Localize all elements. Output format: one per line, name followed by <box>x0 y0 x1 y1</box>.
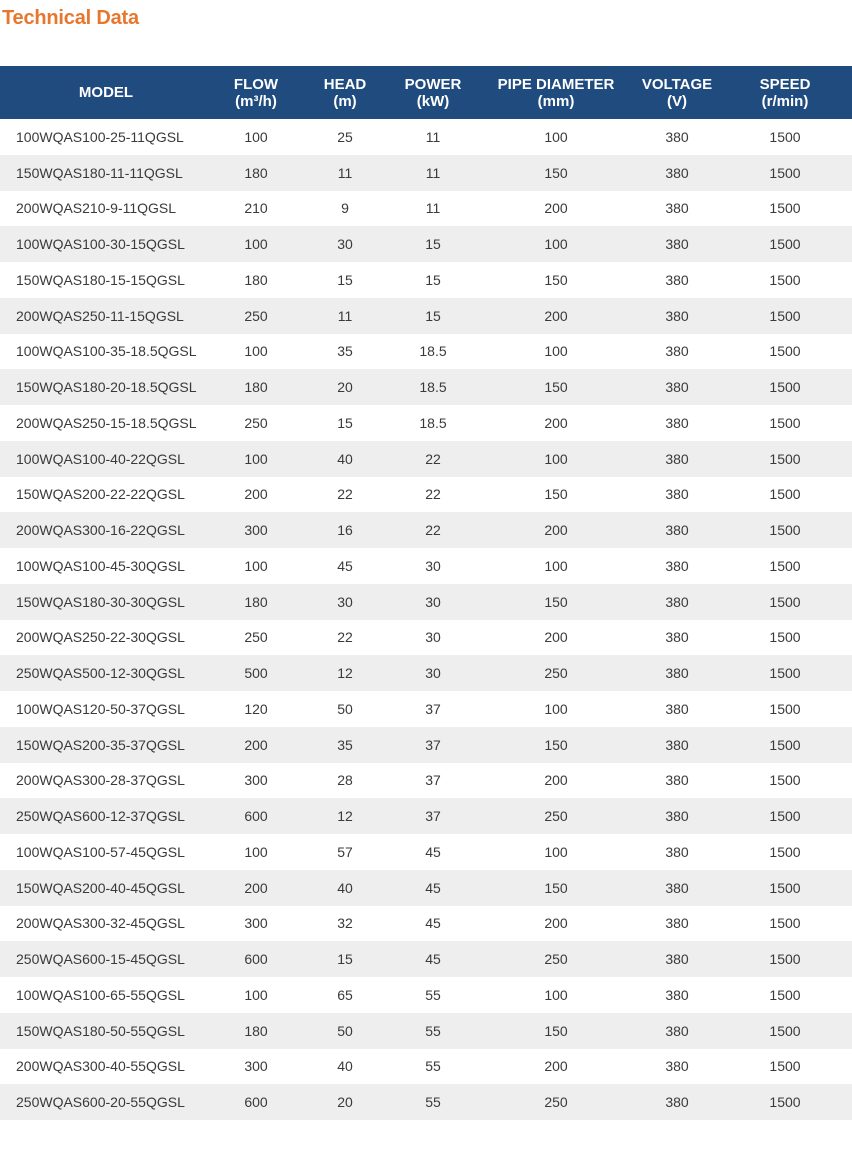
model-cell: 150WQAS200-40-45QGSL <box>16 879 185 896</box>
power-cell: 30 <box>425 557 441 574</box>
table-row <box>0 441 852 477</box>
model-cell: 100WQAS100-35-18.5QGSL <box>16 343 197 360</box>
model-cell: 150WQAS180-15-15QGSL <box>16 271 185 288</box>
pipe-diameter-cell: 200 <box>544 915 568 932</box>
table-row <box>0 620 852 656</box>
pipe-diameter-cell: 100 <box>544 128 568 145</box>
voltage-cell: 380 <box>665 236 689 253</box>
pipe-diameter-cell: 200 <box>544 200 568 217</box>
voltage-cell: 380 <box>665 629 689 646</box>
pipe-diameter-cell: 250 <box>544 808 568 825</box>
column-header-unit: (r/min) <box>761 92 809 110</box>
head-cell: 25 <box>337 128 353 145</box>
speed-cell: 1500 <box>769 1022 801 1039</box>
voltage-cell: 380 <box>665 343 689 360</box>
power-cell: 55 <box>425 1058 441 1075</box>
model-cell: 100WQAS100-25-11QGSL <box>16 128 184 145</box>
speed-cell: 1500 <box>769 986 801 1003</box>
voltage-cell: 380 <box>665 772 689 789</box>
table-row <box>0 334 852 370</box>
head-cell: 30 <box>337 236 353 253</box>
column-header-power <box>390 66 476 119</box>
table-row <box>0 941 852 977</box>
flow-cell: 100 <box>244 843 268 860</box>
speed-cell: 1500 <box>769 236 801 253</box>
pipe-diameter-cell: 150 <box>544 164 568 181</box>
power-cell: 22 <box>425 450 441 467</box>
column-header-head <box>300 66 390 119</box>
pipe-diameter-cell: 150 <box>544 271 568 288</box>
pipe-diameter-cell: 200 <box>544 307 568 324</box>
table-row <box>0 477 852 513</box>
head-cell: 15 <box>337 414 353 431</box>
table-row <box>0 655 852 691</box>
flow-cell: 250 <box>244 307 268 324</box>
pipe-diameter-cell: 100 <box>544 843 568 860</box>
pipe-diameter-cell: 250 <box>544 665 568 682</box>
head-cell: 45 <box>337 557 353 574</box>
power-cell: 18.5 <box>419 414 447 431</box>
voltage-cell: 380 <box>665 522 689 539</box>
table-row <box>0 691 852 727</box>
voltage-cell: 380 <box>665 414 689 431</box>
speed-cell: 1500 <box>769 915 801 932</box>
pipe-diameter-cell: 200 <box>544 772 568 789</box>
voltage-cell: 380 <box>665 1022 689 1039</box>
pipe-diameter-cell: 100 <box>544 236 568 253</box>
column-header-title: HEAD <box>323 75 367 93</box>
speed-cell: 1500 <box>769 772 801 789</box>
column-header-unit: (kW) <box>416 92 450 110</box>
model-cell: 200WQAS300-28-37QGSL <box>16 772 185 789</box>
head-cell: 15 <box>337 951 353 968</box>
power-cell: 30 <box>425 593 441 610</box>
table-row <box>0 977 852 1013</box>
flow-cell: 600 <box>244 1094 268 1111</box>
speed-cell: 1500 <box>769 128 801 145</box>
voltage-cell: 380 <box>665 379 689 396</box>
page-title: Technical Data <box>2 7 139 29</box>
flow-cell: 250 <box>244 629 268 646</box>
flow-cell: 180 <box>244 164 268 181</box>
speed-cell: 1500 <box>769 1094 801 1111</box>
flow-cell: 100 <box>244 236 268 253</box>
voltage-cell: 380 <box>665 486 689 503</box>
voltage-cell: 380 <box>665 164 689 181</box>
voltage-cell: 380 <box>665 128 689 145</box>
speed-cell: 1500 <box>769 414 801 431</box>
flow-cell: 600 <box>244 808 268 825</box>
head-cell: 15 <box>337 271 353 288</box>
model-cell: 150WQAS200-35-37QGSL <box>16 736 185 753</box>
speed-cell: 1500 <box>769 343 801 360</box>
voltage-cell: 380 <box>665 1058 689 1075</box>
pipe-diameter-cell: 200 <box>544 522 568 539</box>
head-cell: 40 <box>337 1058 353 1075</box>
voltage-cell: 380 <box>665 700 689 717</box>
pipe-diameter-cell: 100 <box>544 986 568 1003</box>
head-cell: 11 <box>337 307 353 324</box>
power-cell: 45 <box>425 843 441 860</box>
head-cell: 57 <box>337 843 353 860</box>
model-cell: 200WQAS300-16-22QGSL <box>16 522 185 539</box>
model-cell: 200WQAS300-40-55QGSL <box>16 1058 185 1075</box>
pipe-diameter-cell: 100 <box>544 557 568 574</box>
power-cell: 22 <box>425 522 441 539</box>
model-cell: 250WQAS500-12-30QGSL <box>16 665 185 682</box>
model-cell: 100WQAS120-50-37QGSL <box>16 700 185 717</box>
table-row <box>0 262 852 298</box>
power-cell: 37 <box>425 700 441 717</box>
head-cell: 22 <box>337 629 353 646</box>
head-cell: 40 <box>337 879 353 896</box>
head-cell: 50 <box>337 700 353 717</box>
speed-cell: 1500 <box>769 164 801 181</box>
speed-cell: 1500 <box>769 665 801 682</box>
pipe-diameter-cell: 200 <box>544 1058 568 1075</box>
flow-cell: 300 <box>244 1058 268 1075</box>
power-cell: 15 <box>425 307 441 324</box>
column-header-title: POWER <box>404 75 462 93</box>
voltage-cell: 380 <box>665 271 689 288</box>
table-row <box>0 763 852 799</box>
power-cell: 45 <box>425 951 441 968</box>
flow-cell: 200 <box>244 879 268 896</box>
model-cell: 150WQAS180-30-30QGSL <box>16 593 185 610</box>
model-cell: 100WQAS100-30-15QGSL <box>16 236 185 253</box>
speed-cell: 1500 <box>769 951 801 968</box>
column-header-model <box>0 66 212 119</box>
column-header-unit: (m³/h) <box>235 92 277 110</box>
model-cell: 100WQAS100-40-22QGSL <box>16 450 185 467</box>
table-row <box>0 119 852 155</box>
column-header-title: PIPE DIAMETER <box>497 75 615 93</box>
head-cell: 35 <box>337 736 353 753</box>
flow-cell: 100 <box>244 450 268 467</box>
voltage-cell: 380 <box>665 736 689 753</box>
column-header-title: MODEL <box>78 84 134 101</box>
table-row <box>0 906 852 942</box>
power-cell: 37 <box>425 736 441 753</box>
pipe-diameter-cell: 150 <box>544 593 568 610</box>
voltage-cell: 380 <box>665 307 689 324</box>
table-row <box>0 369 852 405</box>
table-header <box>0 66 852 119</box>
speed-cell: 1500 <box>769 843 801 860</box>
column-header-speed <box>718 66 852 119</box>
table-row <box>0 298 852 334</box>
speed-cell: 1500 <box>769 736 801 753</box>
pipe-diameter-cell: 100 <box>544 343 568 360</box>
power-cell: 15 <box>425 236 441 253</box>
flow-cell: 200 <box>244 736 268 753</box>
power-cell: 45 <box>425 915 441 932</box>
column-header-unit: (mm) <box>537 92 575 110</box>
column-header-title: FLOW <box>233 75 279 93</box>
power-cell: 37 <box>425 808 441 825</box>
voltage-cell: 380 <box>665 879 689 896</box>
table-row <box>0 584 852 620</box>
model-cell: 200WQAS210-9-11QGSL <box>16 200 177 217</box>
column-header-unit: (m) <box>333 92 357 110</box>
voltage-cell: 380 <box>665 665 689 682</box>
speed-cell: 1500 <box>769 879 801 896</box>
flow-cell: 100 <box>244 986 268 1003</box>
power-cell: 11 <box>425 128 441 145</box>
column-header-title: SPEED <box>759 75 811 93</box>
pipe-diameter-cell: 150 <box>544 879 568 896</box>
voltage-cell: 380 <box>665 200 689 217</box>
model-cell: 150WQAS180-11-11QGSL <box>16 164 183 181</box>
head-cell: 12 <box>337 665 353 682</box>
voltage-cell: 380 <box>665 593 689 610</box>
technical-data-table <box>0 66 852 1120</box>
table-row <box>0 798 852 834</box>
speed-cell: 1500 <box>769 593 801 610</box>
voltage-cell: 380 <box>665 808 689 825</box>
table-row <box>0 1049 852 1085</box>
table-row <box>0 548 852 584</box>
speed-cell: 1500 <box>769 700 801 717</box>
speed-cell: 1500 <box>769 522 801 539</box>
flow-cell: 300 <box>244 915 268 932</box>
table-row <box>0 512 852 548</box>
power-cell: 15 <box>425 271 441 288</box>
table-row <box>0 405 852 441</box>
table-row <box>0 226 852 262</box>
head-cell: 11 <box>337 164 353 181</box>
speed-cell: 1500 <box>769 271 801 288</box>
pipe-diameter-cell: 150 <box>544 736 568 753</box>
head-cell: 9 <box>341 200 349 217</box>
pipe-diameter-cell: 100 <box>544 450 568 467</box>
speed-cell: 1500 <box>769 629 801 646</box>
pipe-diameter-cell: 250 <box>544 1094 568 1111</box>
table-row <box>0 870 852 906</box>
pipe-diameter-cell: 150 <box>544 379 568 396</box>
flow-cell: 120 <box>244 700 268 717</box>
column-header-unit: (V) <box>667 92 687 110</box>
flow-cell: 180 <box>244 593 268 610</box>
head-cell: 65 <box>337 986 353 1003</box>
voltage-cell: 380 <box>665 951 689 968</box>
speed-cell: 1500 <box>769 450 801 467</box>
pipe-diameter-cell: 100 <box>544 700 568 717</box>
head-cell: 30 <box>337 593 353 610</box>
power-cell: 30 <box>425 665 441 682</box>
flow-cell: 500 <box>244 665 268 682</box>
flow-cell: 600 <box>244 951 268 968</box>
pipe-diameter-cell: 150 <box>544 486 568 503</box>
model-cell: 250WQAS600-12-37QGSL <box>16 808 185 825</box>
flow-cell: 180 <box>244 1022 268 1039</box>
head-cell: 32 <box>337 915 353 932</box>
head-cell: 35 <box>337 343 353 360</box>
table-body <box>0 119 852 1120</box>
power-cell: 11 <box>425 164 441 181</box>
power-cell: 11 <box>425 200 441 217</box>
power-cell: 22 <box>425 486 441 503</box>
column-header-pipe-diameter <box>476 66 636 119</box>
technical-data-table-container <box>0 66 852 1120</box>
head-cell: 16 <box>337 522 353 539</box>
model-cell: 100WQAS100-65-55QGSL <box>16 986 185 1003</box>
model-cell: 150WQAS180-50-55QGSL <box>16 1022 185 1039</box>
column-header-voltage <box>636 66 718 119</box>
flow-cell: 250 <box>244 414 268 431</box>
model-cell: 250WQAS600-15-45QGSL <box>16 951 185 968</box>
pipe-diameter-cell: 150 <box>544 1022 568 1039</box>
header-row <box>0 66 852 119</box>
voltage-cell: 380 <box>665 450 689 467</box>
speed-cell: 1500 <box>769 1058 801 1075</box>
model-cell: 200WQAS300-32-45QGSL <box>16 915 185 932</box>
power-cell: 55 <box>425 986 441 1003</box>
pipe-diameter-cell: 200 <box>544 414 568 431</box>
power-cell: 37 <box>425 772 441 789</box>
flow-cell: 200 <box>244 486 268 503</box>
head-cell: 20 <box>337 379 353 396</box>
voltage-cell: 380 <box>665 1094 689 1111</box>
flow-cell: 100 <box>244 557 268 574</box>
model-cell: 200WQAS250-11-15QGSL <box>16 307 184 324</box>
head-cell: 40 <box>337 450 353 467</box>
voltage-cell: 380 <box>665 986 689 1003</box>
table-row <box>0 727 852 763</box>
pipe-diameter-cell: 250 <box>544 951 568 968</box>
flow-cell: 100 <box>244 128 268 145</box>
head-cell: 28 <box>337 772 353 789</box>
flow-cell: 100 <box>244 343 268 360</box>
power-cell: 30 <box>425 629 441 646</box>
table-row <box>0 155 852 191</box>
flow-cell: 300 <box>244 772 268 789</box>
model-cell: 200WQAS250-22-30QGSL <box>16 629 185 646</box>
pipe-diameter-cell: 200 <box>544 629 568 646</box>
column-header-title: VOLTAGE <box>641 75 713 93</box>
power-cell: 55 <box>425 1094 441 1111</box>
flow-cell: 300 <box>244 522 268 539</box>
flow-cell: 180 <box>244 271 268 288</box>
head-cell: 22 <box>337 486 353 503</box>
speed-cell: 1500 <box>769 486 801 503</box>
model-cell: 150WQAS180-20-18.5QGSL <box>16 379 197 396</box>
voltage-cell: 380 <box>665 843 689 860</box>
power-cell: 18.5 <box>419 343 447 360</box>
model-cell: 250WQAS600-20-55QGSL <box>16 1094 185 1111</box>
power-cell: 18.5 <box>419 379 447 396</box>
model-cell: 100WQAS100-57-45QGSL <box>16 843 185 860</box>
table-row <box>0 191 852 227</box>
table-row <box>0 1013 852 1049</box>
model-cell: 150WQAS200-22-22QGSL <box>16 486 185 503</box>
speed-cell: 1500 <box>769 307 801 324</box>
speed-cell: 1500 <box>769 808 801 825</box>
model-cell: 200WQAS250-15-18.5QGSL <box>16 414 197 431</box>
table-row <box>0 1084 852 1120</box>
table-row <box>0 834 852 870</box>
power-cell: 45 <box>425 879 441 896</box>
model-cell: 100WQAS100-45-30QGSL <box>16 557 185 574</box>
head-cell: 12 <box>337 808 353 825</box>
column-header-flow <box>212 66 300 119</box>
voltage-cell: 380 <box>665 915 689 932</box>
power-cell: 55 <box>425 1022 441 1039</box>
flow-cell: 180 <box>244 379 268 396</box>
speed-cell: 1500 <box>769 557 801 574</box>
speed-cell: 1500 <box>769 379 801 396</box>
voltage-cell: 380 <box>665 557 689 574</box>
flow-cell: 210 <box>244 200 268 217</box>
head-cell: 20 <box>337 1094 353 1111</box>
speed-cell: 1500 <box>769 200 801 217</box>
head-cell: 50 <box>337 1022 353 1039</box>
